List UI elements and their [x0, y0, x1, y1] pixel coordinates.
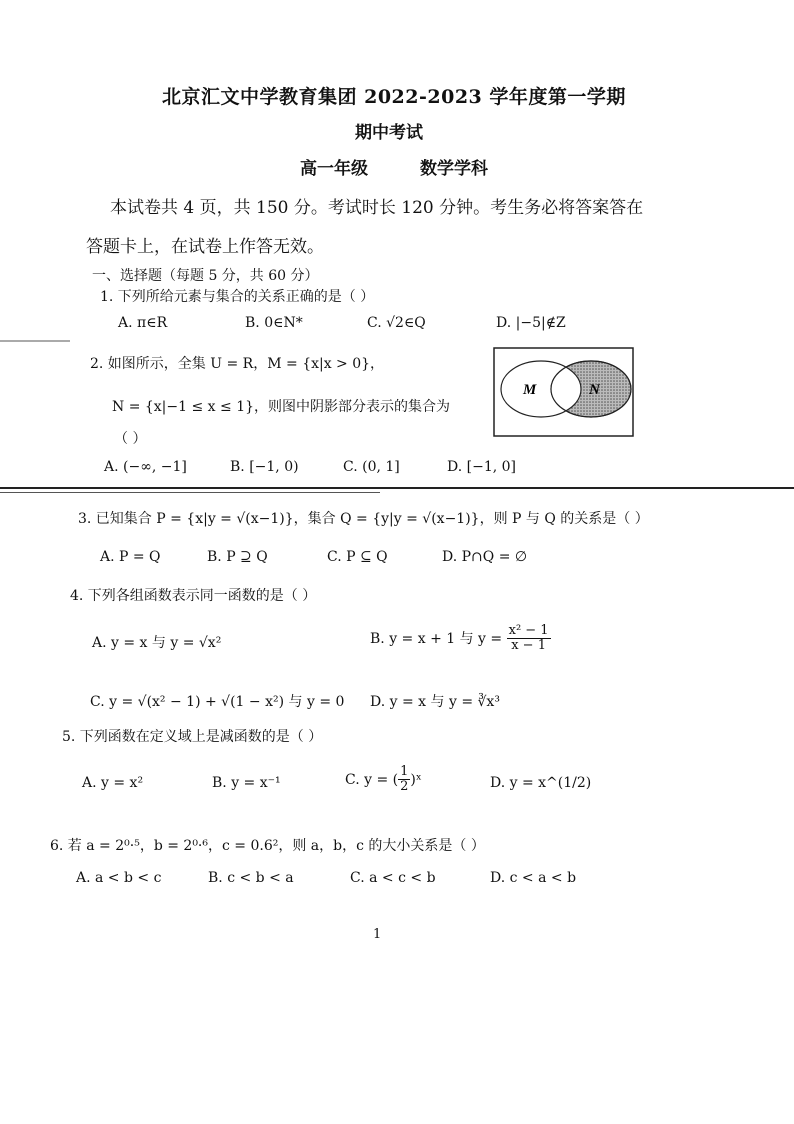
q4-option-b-fraction — [507, 624, 551, 654]
q5-option-c-fraction — [398, 765, 410, 795]
q2-option-d: D. [−1, 0] — [447, 459, 516, 475]
scan-mark — [0, 340, 70, 342]
q4-stem: 4. 下列各组函数表示同一函数的是（ ） — [70, 588, 317, 604]
q5-option-c-prefix: C. y = ( — [345, 771, 399, 788]
exam-subtitle: 期中考试 — [355, 123, 423, 143]
q1-option-b: B. 0∈N* — [245, 315, 303, 331]
q5-option-a: A. y = x² — [82, 775, 144, 791]
q6-option-c: C. a < c < b — [350, 870, 436, 886]
q3-option-d: D. P∩Q = ∅ — [442, 549, 528, 565]
q6-option-b: B. c < b < a — [208, 870, 294, 886]
q4-option-b-prefix: B. y = x + 1 与 y = — [370, 630, 503, 647]
q5-option-b: B. y = x⁻¹ — [212, 775, 281, 791]
q5-stem: 5. 下列函数在定义域上是减函数的是（ ） — [62, 729, 323, 745]
grade-label: 高一年级 — [300, 159, 368, 179]
q4-option-c: C. y = √(x² − 1) + √(1 − x²) 与 y = 0 — [90, 694, 345, 710]
q3-option-c: C. P ⊆ Q — [327, 549, 388, 565]
q5-option-c — [345, 765, 422, 795]
q3-option-a: A. P = Q — [100, 549, 161, 565]
q2-stem-line-2: N = {x|−1 ≤ x ≤ 1}，则图中阴影部分表示的集合为 — [112, 399, 451, 415]
exam-title: 北京汇文中学教育集团 2022-2023 学年度第一学期 — [162, 86, 626, 108]
q3-stem: 3. 已知集合 P = {x|y = √(x−1)}，集合 Q = {y|y = √(x−1)}，则 P 与 Q 的关系是（ ） — [78, 511, 649, 527]
subject-label: 数学学科 — [420, 159, 488, 179]
venn-label-n: N — [589, 382, 600, 398]
q6-stem: 6. 若 a = 2⁰·⁵，b = 2⁰·⁶，c = 0.6²，则 a，b，c 的大小关系是（ ） — [50, 838, 485, 854]
q2-option-b: B. [−1, 0) — [230, 459, 299, 475]
q2-stem-line-1: 2. 如图所示，全集 U = R，M = {x|x > 0}， — [90, 356, 385, 372]
q5-option-d: D. y = x^(1/2) — [490, 775, 592, 791]
q5-option-c-suffix: )ˣ — [410, 771, 422, 788]
q4-option-a: A. y = x 与 y = √x² — [92, 635, 222, 651]
q1-option-d: D. |−5|∉Z — [496, 315, 566, 331]
q3-option-b: B. P ⊇ Q — [207, 549, 268, 565]
venn-diagram — [493, 347, 634, 437]
q5-option-c-denominator: 2 — [400, 779, 409, 795]
q4-option-d: D. y = x 与 y = ∛x³ — [370, 694, 500, 710]
q2-stem-line-3: （ ） — [114, 431, 147, 447]
scan-fold-line — [0, 487, 794, 489]
q4-option-b-numerator: x² − 1 — [508, 623, 549, 638]
q2-option-a: A. (−∞, −1] — [104, 459, 187, 475]
section-title: 一、选择题（每题 5 分，共 60 分） — [92, 268, 319, 284]
q2-option-c: C. (0, 1] — [343, 459, 400, 475]
q6-option-d: D. c < a < b — [490, 870, 577, 886]
venn-label-m: M — [523, 382, 537, 398]
q1-option-c: C. √2∈Q — [367, 315, 426, 331]
q4-option-b-denominator: x − 1 — [511, 638, 546, 654]
q1-option-a: A. π∈R — [118, 315, 168, 331]
intro-line-1: 本试卷共 4 页，共 150 分。考试时长 120 分钟。考生务必将答案答在 — [110, 198, 644, 218]
intro-line-2: 答题卡上，在试卷上作答无效。 — [86, 237, 324, 257]
page-number: 1 — [373, 927, 382, 942]
q4-option-b — [370, 624, 551, 654]
q6-option-a: A. a < b < c — [76, 870, 162, 886]
q5-option-c-numerator: 1 — [400, 764, 409, 779]
q1-stem: 1. 下列所给元素与集合的关系正确的是（ ） — [100, 289, 375, 305]
scan-fold-line-2 — [0, 492, 380, 493]
